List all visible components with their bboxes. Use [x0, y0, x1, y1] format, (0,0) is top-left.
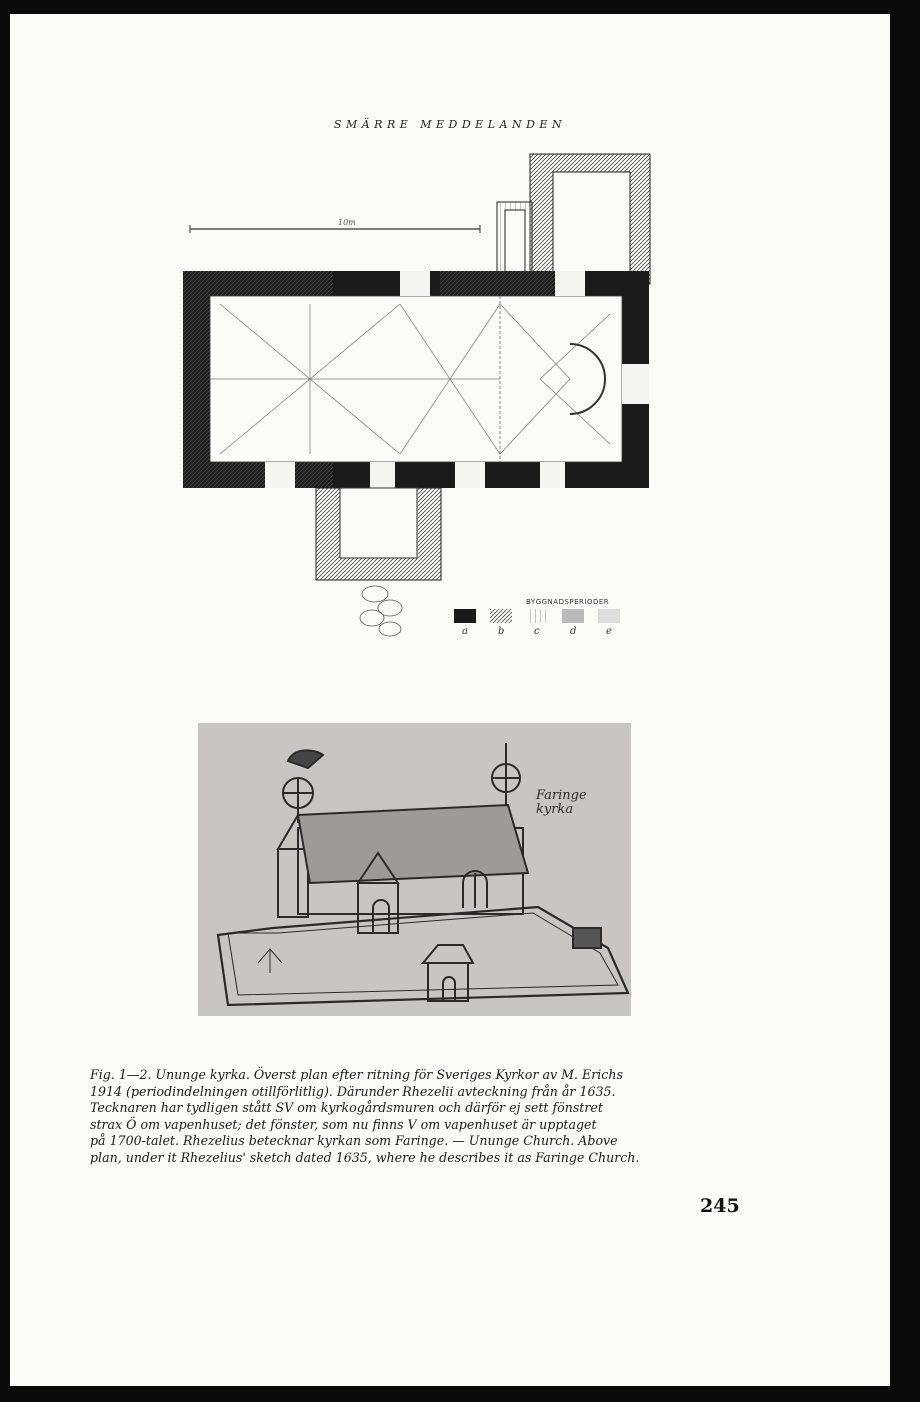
legend-key-e: e — [606, 626, 612, 637]
legend-title: BYGGNADSPERIODER — [526, 598, 610, 606]
page-number: 245 — [700, 1195, 740, 1217]
legend-key-a: a — [462, 626, 468, 637]
nave-walls — [183, 271, 649, 488]
scale-label: 10m — [338, 218, 356, 227]
legend-swatches — [454, 609, 620, 623]
caption-line: plan, under it Rhezelius' sketch dated 1635, where he describes it as Faringe Church. — [90, 1149, 640, 1165]
page — [10, 14, 890, 1386]
running-title: SMÄRRE MEDDELANDEN — [333, 118, 567, 131]
caption-line: Fig. 1—2. Ununge kyrka. Överst plan efter ritning för Sveriges Kyrkor av M. Erichs — [90, 1067, 623, 1082]
legend-key-c: c — [534, 626, 540, 637]
caption-line: på 1700-talet. Rhezelius betecknar kyrkan som Faringe. — Ununge Church. Above — [90, 1133, 618, 1149]
scale-bar — [190, 225, 480, 233]
tower-wing — [497, 154, 650, 284]
church-sketch-drawing — [198, 723, 631, 1016]
rhezelius-sketch — [198, 723, 631, 1016]
figure-caption — [90, 1067, 750, 1167]
caption-line: strax Ö om vapenhuset; det fönster, som nu finns V om vapenhuset är upptaget — [90, 1116, 597, 1132]
porch — [316, 488, 441, 580]
church-floor-plan — [10, 14, 890, 714]
legend-key-d: d — [570, 626, 577, 637]
caption-line: 1914 (periodindelningen otillförlitlig). Därunder Rhezelii avteckning från år 1635. — [90, 1083, 616, 1099]
stone-steps — [360, 586, 402, 636]
caption-line: Tecknaren har tydligen stått SV om kyrkogårdsmuren och därför ej sett fönstret — [90, 1100, 603, 1116]
sketch-annotation: Faringe kyrka — [536, 788, 587, 817]
legend-key-b: b — [498, 626, 505, 637]
